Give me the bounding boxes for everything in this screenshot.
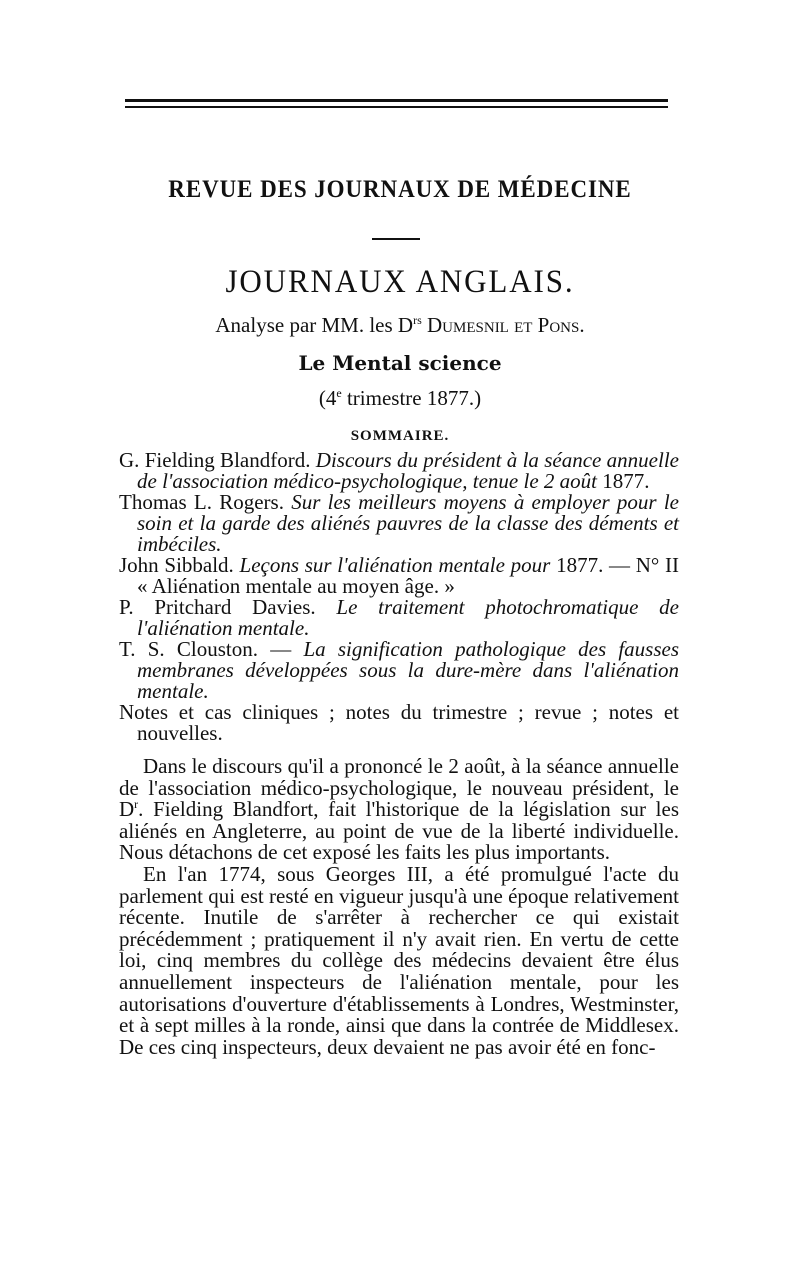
item-tail: 1877. — N° II « Aliénation mentale au moyen âge. » [137, 553, 680, 598]
item-author: John Sibbald. [119, 553, 234, 577]
paragraph [119, 756, 679, 864]
title-divider [372, 238, 420, 240]
sommaire-label: SOMMAIRE. [350, 428, 450, 444]
item-author: Thomas L. Rogers. [119, 490, 284, 514]
paragraph: En l'an 1774, sous Georges III, a été promulgué l'acte du parlement qui est resté en vigueur jusqu'à une époque relativement récente. Inutile de s'arrêter à rechercher ce qui existait précédemment ; pratiquement il n'y avait rien. En vertu de cette loi, cinq membres du collège des médecins devaient être élus annuellement inspecteurs de l'aliénation mentale, pour les autorisations d'ouverture d'établissements à Londres, Westminster, et à sept milles à la ronde, ainsi que dans la contrée de Middlesex. De ces cinq inspecteurs, deux devaient ne pas avoir été en fonc- [119, 861, 679, 1059]
journal-name: Le Mental science [298, 351, 502, 375]
item-title: Le traitement photochromatique de l'aliénation mentale. [137, 595, 679, 640]
item-author: P. Pritchard Davies. [119, 595, 316, 619]
item-tail: 1877. [602, 469, 650, 493]
period-sup: e [336, 386, 342, 400]
section-title: JOURNAUX ANGLAIS. [225, 264, 575, 300]
main-title: REVUE DES JOURNAUX DE MÉDECINE [168, 176, 632, 203]
item-title: Sur les meilleurs moyens à employer pour le soin et la garde des aliénés pauvres de la classe des déments et imbéciles. [137, 490, 680, 556]
body-text [119, 756, 679, 1058]
item-author: T. S. Clouston. — [119, 637, 292, 661]
authors-names: Dumesnil et Pons. [427, 313, 585, 337]
period-rest: trimestre 1877.) [341, 386, 482, 410]
sommaire-item [119, 597, 679, 639]
sommaire-item [119, 702, 679, 744]
authors-sup: rs [413, 313, 422, 327]
period-open: (4 [318, 386, 337, 410]
item-author: Notes et cas cliniques ; notes du trimestre ; revue ; notes et nouvelles. [119, 700, 679, 745]
item-author: G. Fielding Blandford. [119, 448, 311, 472]
p1-sup: r [134, 797, 139, 812]
top-rule-thin [125, 106, 668, 108]
sommaire-item [119, 450, 679, 492]
sommaire-item [119, 492, 679, 555]
item-title: Leçons sur l'aliénation mentale pour [239, 553, 551, 577]
p1-b: . Fielding Blandfort, fait l'historique de la législation sur les aliénés en Angleterre, au point de vue de la liberté individuelle. Nous détachons de cet exposé les faits les plus importants. [119, 797, 679, 865]
item-title: La signification pathologique des fausses membranes développées sous la dure-mère dans l'aliénation mentale. [137, 637, 680, 703]
authors-prefix: Analyse par MM. les D [215, 313, 414, 337]
p1-a: Dans le discours qu'il a prononcé le 2 août, à la séance annuelle de l'association médico-psychologique, le nouveau président, le D [119, 754, 679, 822]
period-line [0, 386, 800, 411]
sommaire-item [119, 639, 679, 702]
item-title: Discours du président à la séance annuelle de l'association médico-psychologique, tenue le 2 août [137, 448, 679, 493]
top-rule-thick [125, 99, 668, 102]
sommaire-item [119, 555, 679, 597]
authors-line [0, 313, 800, 338]
sommaire-list [119, 450, 679, 744]
